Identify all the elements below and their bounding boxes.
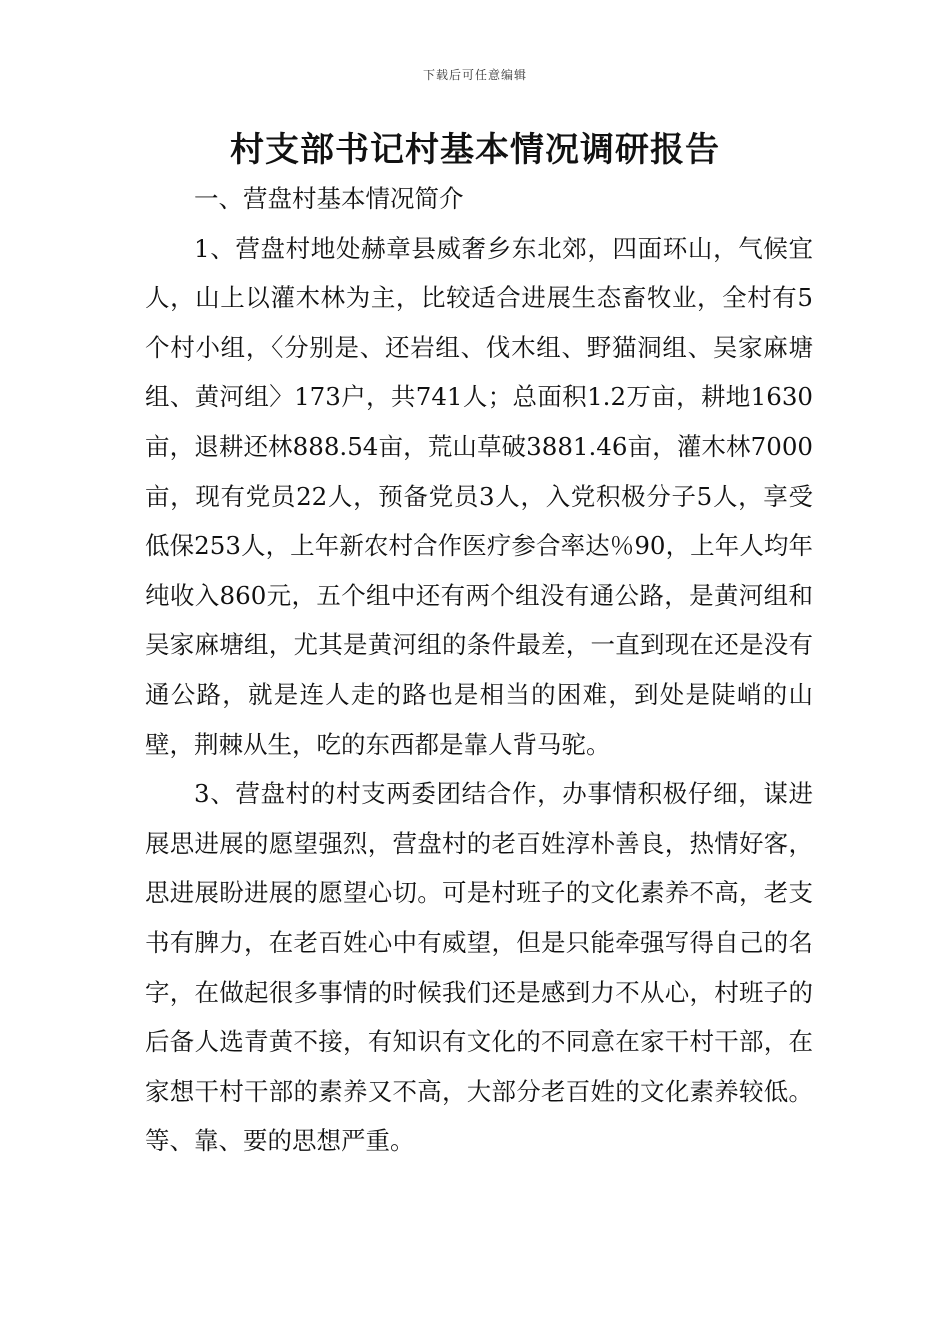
header-note: 下载后可任意编辑 [422, 68, 527, 82]
document-body [145, 174, 813, 1166]
document-title: 村支部书记村基本情况调研报告 [230, 130, 720, 170]
paragraph-3: 3、营盘村的村支两委团结合作，办事情积极仔细，谋进展思进展的愿望强烈，营盘村的老百姓淳朴善良，热情好客，思进展盼进展的愿望心切。可是村班子的文化素养不高，老支书有脾力，在老百姓心中有威望，但是只能牵强写得自己的名字，在做起很多事情的时候我们还是感到力不从心，村班子的后备人选青黄不接，有知识有文化的不同意在家干村干部，在家想干村干部的素养又不高，大部分老百姓的文化素养较低。等、靠、要的思想严重。 [145, 779, 813, 1156]
paragraph-1: 1、营盘村地处赫章县威奢乡东北郊，四面环山，气候宜人，山上以灌木林为主，比较适合进展生态畜牧业，全村有5个村小组，〈分别是、还岩组、伐木组、野猫洞组、吴家麻塘组、黄河组〉173户，共741人；总面积1.2万亩，耕地1630亩，退耕还林888.54亩，荒山草破3881.46亩，灌木林7000亩，现有党员22人，预备党员3人，入党积极分子5人，享受低保253人，上年新农村合作医疗参合率达％90，上年人均年纯收入860元，五个组中还有两个组没有通公路，是黄河组和吴家麻塘组，尤其是黄河组的条件最差，一直到现在还是没有通公路，就是连人走的路也是相当的困难，到处是陡峭的山壁，荆棘从生，吃的东西都是靠人背马驼。 [145, 233, 813, 759]
section-heading: 一、营盘村基本情况简介 [194, 184, 464, 213]
